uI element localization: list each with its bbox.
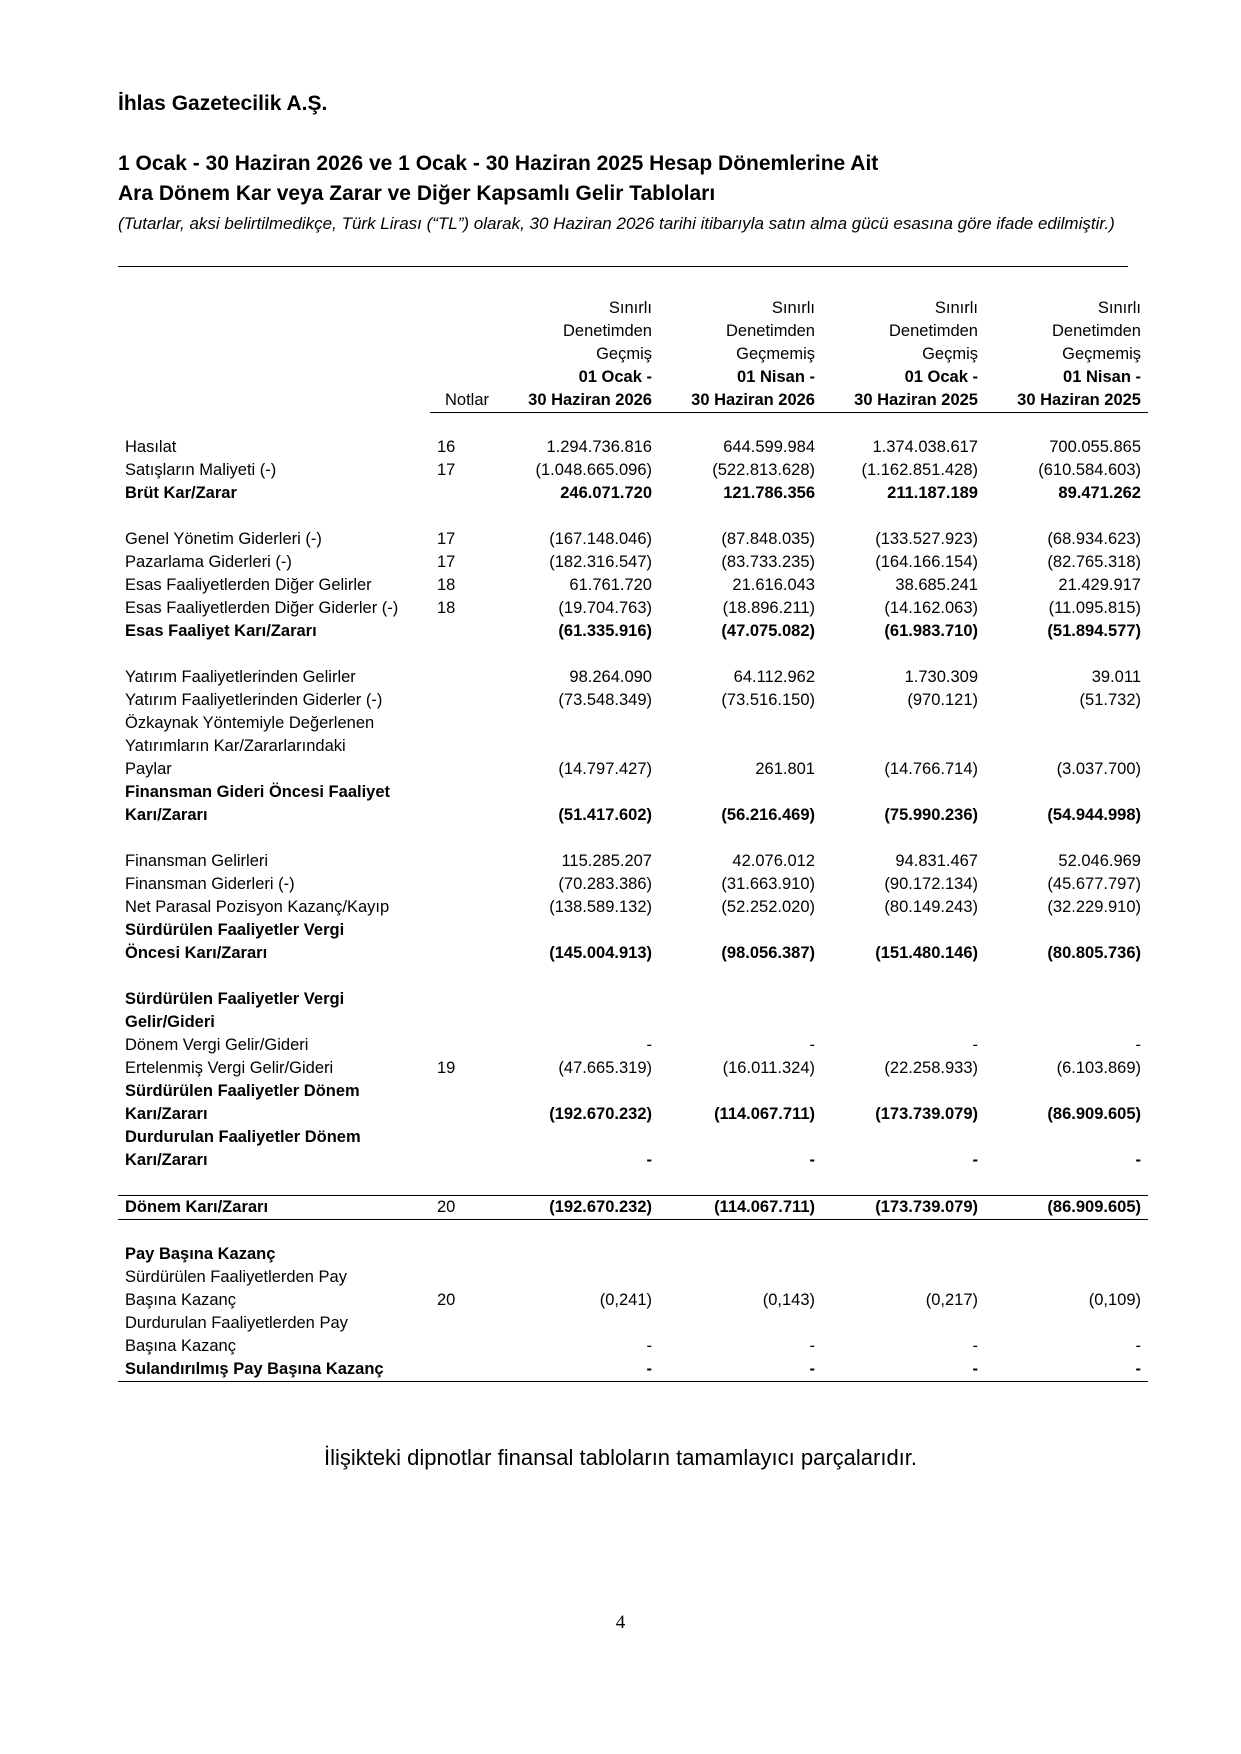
row-label: Başına Kazanç [125, 1291, 236, 1309]
table-row [118, 1011, 1148, 1034]
row-label: Finansman Gideri Öncesi Faaliyet [125, 783, 391, 801]
table-row [118, 689, 1148, 712]
cell-value: (173.739.079) [875, 1105, 978, 1123]
cell-value: (18.896.211) [722, 599, 815, 617]
table-row [118, 1289, 1148, 1312]
cell-value: (1.162.851.428) [861, 461, 978, 479]
cell-value: (47.665.319) [558, 1059, 652, 1077]
cell-value: - [659, 1358, 822, 1382]
table-row [118, 1266, 1148, 1289]
table-row [118, 1358, 1148, 1382]
row-label: Ertelenmiş Vergi Gelir/Gideri [125, 1059, 334, 1077]
row-label: Sürdürülen Faaliyetlerden Pay [125, 1268, 347, 1286]
column-header: Sınırlı [608, 299, 652, 317]
cell-value: (51.732) [1079, 691, 1141, 709]
cell-value: 1.294.736.816 [546, 438, 652, 456]
cell-value: (14.766.714) [884, 760, 978, 778]
row-label: Gelir/Gideri [125, 1013, 215, 1031]
cell-value: 94.831.467 [895, 852, 978, 870]
cell-value: - [1135, 1337, 1141, 1355]
header-row [118, 343, 1148, 366]
row-note: 19 [437, 1059, 456, 1077]
table-row [118, 735, 1148, 758]
cell-value: 700.055.865 [1049, 438, 1141, 456]
table-row [118, 620, 1148, 643]
cell-value: (3.037.700) [1056, 760, 1141, 778]
row-label: Pay Başına Kazanç [125, 1245, 276, 1263]
row-note: 20 [437, 1291, 456, 1309]
notes-header: Notlar [430, 389, 496, 413]
table-row [118, 436, 1148, 459]
header-row [118, 389, 1148, 413]
row-note: 16 [437, 438, 456, 456]
table-row [118, 459, 1148, 482]
table-row [118, 1103, 1148, 1126]
column-header: Sınırlı [1097, 299, 1141, 317]
cell-value: (90.172.134) [884, 875, 978, 893]
table-row [118, 551, 1148, 574]
cell-value: (31.663.910) [721, 875, 815, 893]
cell-value: (52.252.020) [721, 898, 815, 916]
column-header: Geçmemiş [736, 345, 815, 363]
cell-value: - [809, 1151, 815, 1169]
table-row-total [118, 1196, 1148, 1220]
table-row [118, 712, 1148, 735]
cell-value: (54.944.998) [1047, 806, 1141, 824]
table-row [118, 1312, 1148, 1335]
table-row [118, 781, 1148, 804]
cell-value: - [972, 1337, 978, 1355]
statement-title-line2: Ara Dönem Kar veya Zarar ve Diğer Kapsamlı Gelir Tabloları [118, 182, 716, 205]
cell-value: (0,217) [925, 1291, 978, 1309]
cell-value: (0,109) [1088, 1291, 1141, 1309]
cell-value: 52.046.969 [1058, 852, 1141, 870]
row-label: Özkaynak Yöntemiyle Değerlenen [125, 714, 375, 732]
cell-value: (138.589.132) [549, 898, 652, 916]
header-row [118, 297, 1148, 320]
header-row [118, 366, 1148, 389]
cell-value: (47.075.082) [721, 622, 815, 640]
cell-value: (151.480.146) [875, 944, 978, 962]
table-row [118, 1126, 1148, 1149]
income-statement-table [118, 297, 1148, 1382]
cell-value: (80.149.243) [884, 898, 978, 916]
table-row [118, 873, 1148, 896]
row-label: Pazarlama Giderleri (-) [125, 553, 292, 571]
column-header: 30 Haziran 2025 [985, 389, 1148, 413]
footer-note: İlişikteki dipnotlar finansal tabloların tamamlayıcı parçalarıdır. [323, 1445, 918, 1470]
row-label: Finansman Gelirleri [125, 852, 269, 870]
cell-value: 61.761.720 [569, 576, 652, 594]
statement-subtitle: (Tutarlar, aksi belirtilmedikçe, Türk Lirası (“TL”) olarak, 30 Haziran 2026 tarihi itibarıyla satın alma gücü esasına göre ifade edilmiştir.) [118, 214, 1115, 233]
cell-value: 1.730.309 [904, 668, 978, 686]
row-label: Esas Faaliyetlerden Diğer Gelirler [125, 576, 372, 594]
cell-value: (87.848.035) [721, 530, 815, 548]
cell-value: (80.805.736) [1047, 944, 1141, 962]
statement-title-line1: 1 Ocak - 30 Haziran 2026 ve 1 Ocak - 30 Haziran 2025 Hesap Dönemlerine Ait [118, 152, 879, 175]
table-row [118, 942, 1148, 965]
cell-value: 21.616.043 [732, 576, 815, 594]
cell-value: 39.011 [1091, 668, 1141, 686]
cell-value: (182.316.547) [549, 553, 652, 571]
cell-value: - [646, 1036, 652, 1054]
cell-value: (522.813.628) [712, 461, 815, 479]
cell-value: - [809, 1036, 815, 1054]
cell-value: 211.187.189 [887, 484, 978, 502]
cell-value: 121.786.356 [723, 484, 815, 502]
column-header: Geçmiş [922, 345, 978, 363]
cell-value: 64.112.962 [733, 668, 815, 686]
row-note: 17 [437, 553, 456, 571]
cell-value: (192.670.232) [496, 1196, 659, 1220]
cell-value: (86.909.605) [985, 1196, 1148, 1220]
cell-value: 261.801 [755, 760, 815, 778]
table-row [118, 804, 1148, 827]
table-row [118, 850, 1148, 873]
cell-value: (70.283.386) [558, 875, 652, 893]
cell-value: (1.048.665.096) [535, 461, 652, 479]
row-label: Durdurulan Faaliyetler Dönem [125, 1128, 361, 1146]
cell-value: (98.056.387) [721, 944, 815, 962]
cell-value: (173.739.079) [822, 1196, 985, 1220]
cell-value: 38.685.241 [895, 576, 978, 594]
table-row [118, 1080, 1148, 1103]
table-row [118, 482, 1148, 505]
table-row [118, 1335, 1148, 1358]
cell-value: (164.166.154) [875, 553, 978, 571]
cell-value: (51.417.602) [558, 806, 652, 824]
column-header: 30 Haziran 2025 [822, 389, 985, 413]
table-row [118, 1057, 1148, 1080]
row-label: Durdurulan Faaliyetlerden Pay [125, 1314, 348, 1332]
row-label: Sürdürülen Faaliyetler Dönem [125, 1082, 360, 1100]
column-header: 30 Haziran 2026 [659, 389, 822, 413]
row-label: Dönem Vergi Gelir/Gideri [125, 1036, 309, 1054]
cell-value: (192.670.232) [549, 1105, 652, 1123]
table-row [118, 666, 1148, 689]
cell-value: (68.934.623) [1047, 530, 1141, 548]
company-name: İhlas Gazetecilik A.Ş. [118, 92, 328, 115]
cell-value: 98.264.090 [569, 668, 652, 686]
table-row [118, 1243, 1148, 1266]
table-row [118, 758, 1148, 781]
row-label: Sürdürülen Faaliyetler Vergi [125, 990, 345, 1008]
cell-value: (114.067.711) [659, 1196, 822, 1220]
column-header: Sınırlı [934, 299, 978, 317]
cell-value: (83.733.235) [721, 553, 815, 571]
cell-value: - [646, 1151, 652, 1169]
cell-value: - [972, 1151, 978, 1169]
cell-value: (133.527.923) [875, 530, 978, 548]
cell-value: - [1135, 1036, 1141, 1054]
row-label: Yatırımların Kar/Zararlarındaki [125, 737, 346, 755]
cell-value: (61.335.916) [558, 622, 652, 640]
cell-value: - [972, 1036, 978, 1054]
cell-value: (51.894.577) [1047, 622, 1141, 640]
cell-value: 1.374.038.617 [872, 438, 978, 456]
cell-value: 644.599.984 [723, 438, 815, 456]
cell-value: (16.011.324) [722, 1059, 815, 1077]
cell-value: (73.516.150) [721, 691, 815, 709]
row-label: Brüt Kar/Zarar [125, 484, 237, 502]
cell-value: (61.983.710) [884, 622, 978, 640]
cell-value: (75.990.236) [884, 806, 978, 824]
table-row [118, 919, 1148, 942]
cell-value: 89.471.262 [1058, 484, 1141, 502]
header-row [118, 320, 1148, 343]
cell-value: 246.071.720 [560, 484, 652, 502]
column-header: 01 Nisan - [1063, 368, 1141, 386]
table-row [118, 896, 1148, 919]
row-label: Karı/Zararı [125, 1151, 208, 1169]
column-header: 30 Haziran 2026 [496, 389, 659, 413]
cell-value: - [1135, 1151, 1141, 1169]
page-number: 4 [615, 1612, 626, 1633]
cell-value: (22.258.933) [884, 1059, 978, 1077]
title-divider [118, 266, 1128, 267]
cell-value: (14.162.063) [884, 599, 978, 617]
table-row [118, 528, 1148, 551]
cell-value: (6.103.869) [1056, 1059, 1141, 1077]
row-label: Satışların Maliyeti (-) [125, 461, 277, 479]
column-header: 01 Ocak - [904, 368, 978, 386]
column-header: Geçmemiş [1062, 345, 1141, 363]
row-label: Başına Kazanç [125, 1337, 236, 1355]
cell-value: (86.909.605) [1047, 1105, 1141, 1123]
row-note: 18 [437, 599, 456, 617]
table-row [118, 1149, 1148, 1172]
cell-value: (73.548.349) [558, 691, 652, 709]
cell-value: (610.584.603) [1038, 461, 1141, 479]
row-label: Paylar [125, 760, 172, 778]
row-note: 18 [437, 576, 456, 594]
row-label: Finansman Giderleri (-) [125, 875, 295, 893]
cell-value: (970.121) [907, 691, 978, 709]
row-note: 17 [437, 461, 456, 479]
column-header: 01 Ocak - [578, 368, 652, 386]
table-row [118, 574, 1148, 597]
row-note: 17 [437, 530, 456, 548]
cell-value: 42.076.012 [732, 852, 815, 870]
cell-value: (32.229.910) [1047, 898, 1141, 916]
cell-value: - [822, 1358, 985, 1382]
row-label: Karı/Zararı [125, 806, 208, 824]
column-header: Denetimden [563, 322, 652, 340]
row-label: Karı/Zararı [125, 1105, 208, 1123]
table-row [118, 597, 1148, 620]
row-label: Hasılat [125, 438, 177, 456]
table-row [118, 1034, 1148, 1057]
cell-value: (145.004.913) [549, 944, 652, 962]
row-note: 20 [430, 1196, 496, 1220]
row-label: Genel Yönetim Giderleri (-) [125, 530, 322, 548]
table-row [118, 988, 1148, 1011]
column-header: Denetimden [1052, 322, 1141, 340]
cell-value: 21.429.917 [1058, 576, 1141, 594]
row-label: Sürdürülen Faaliyetler Vergi [125, 921, 345, 939]
cell-value: - [985, 1358, 1148, 1382]
row-label: Sulandırılmış Pay Başına Kazanç [118, 1358, 430, 1382]
cell-value: (19.704.763) [558, 599, 652, 617]
row-label: Esas Faaliyet Karı/Zararı [125, 622, 317, 640]
row-label: Esas Faaliyetlerden Diğer Giderler (-) [125, 599, 399, 617]
cell-value: (114.067.711) [714, 1105, 815, 1123]
row-label: Dönem Karı/Zararı [118, 1196, 430, 1220]
row-label: Öncesi Karı/Zararı [125, 944, 268, 962]
row-label: Yatırım Faaliyetlerinden Giderler (-) [125, 691, 383, 709]
cell-value: (0,143) [762, 1291, 815, 1309]
cell-value: (45.677.797) [1047, 875, 1141, 893]
cell-value: - [809, 1337, 815, 1355]
row-label: Yatırım Faaliyetlerinden Gelirler [125, 668, 356, 686]
column-header: Sınırlı [771, 299, 815, 317]
column-header: 01 Nisan - [737, 368, 815, 386]
column-header: Geçmiş [596, 345, 652, 363]
cell-value: (56.216.469) [721, 806, 815, 824]
row-label: Net Parasal Pozisyon Kazanç/Kayıp [125, 898, 390, 916]
cell-value: - [646, 1337, 652, 1355]
cell-value: (167.148.046) [549, 530, 652, 548]
column-header: Denetimden [889, 322, 978, 340]
cell-value: (14.797.427) [558, 760, 652, 778]
cell-value: (82.765.318) [1047, 553, 1141, 571]
cell-value: - [496, 1358, 659, 1382]
cell-value: (0,241) [599, 1291, 652, 1309]
cell-value: (11.095.815) [1048, 599, 1141, 617]
column-header: Denetimden [726, 322, 815, 340]
cell-value: 115.285.207 [561, 852, 652, 870]
